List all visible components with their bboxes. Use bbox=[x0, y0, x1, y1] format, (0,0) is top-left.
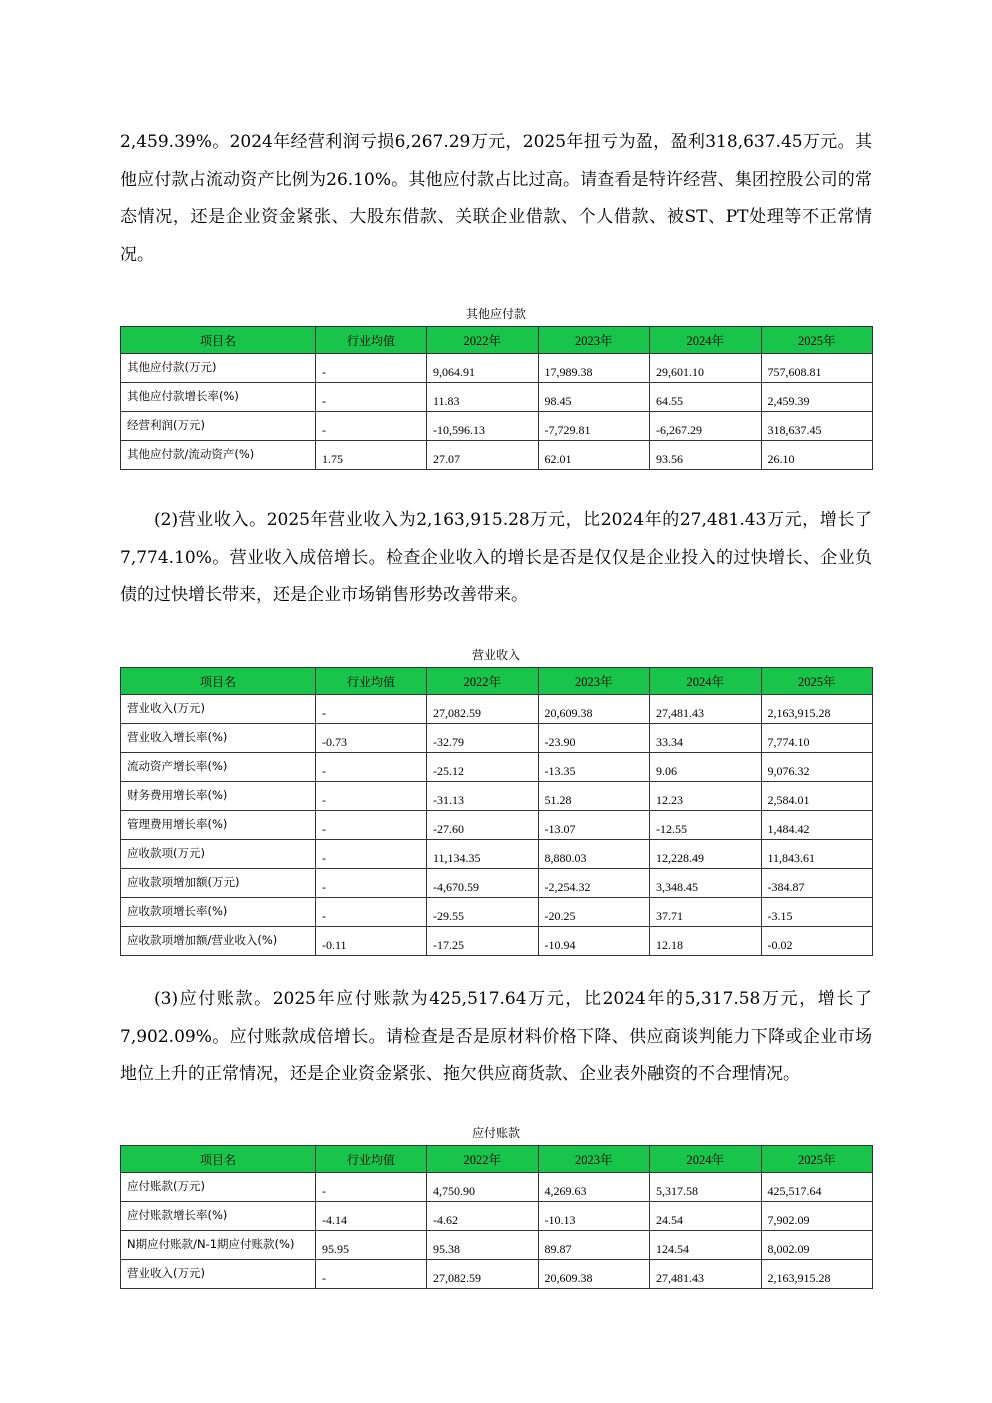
value-2022: -4,670.59 bbox=[427, 869, 539, 898]
value-2022: -32.79 bbox=[427, 724, 539, 753]
row-label: 应收款项增加额(万元) bbox=[121, 869, 316, 898]
header-2024: 2024年 bbox=[650, 668, 762, 695]
table-header-row bbox=[121, 668, 873, 695]
value-2022: 11,134.35 bbox=[427, 840, 539, 869]
value-2025: 9,076.32 bbox=[761, 753, 873, 782]
value-2024: 5,317.58 bbox=[650, 1173, 762, 1202]
industry-avg-cell: - bbox=[316, 898, 427, 927]
value-2025: 2,163,915.28 bbox=[761, 1260, 873, 1289]
value-2023: -7,729.81 bbox=[538, 412, 650, 441]
value-2025: 2,163,915.28 bbox=[761, 695, 873, 724]
table-accounts-payable bbox=[120, 1145, 873, 1289]
value-2023: -20.25 bbox=[538, 898, 650, 927]
row-label: 流动资产增长率(%) bbox=[121, 753, 316, 782]
header-industry-avg: 行业均值 bbox=[316, 327, 427, 354]
value-2025: 757,608.81 bbox=[761, 354, 873, 383]
table-row bbox=[121, 782, 873, 811]
row-label: 营业收入(万元) bbox=[121, 695, 316, 724]
table-caption-revenue: 营业收入 bbox=[471, 648, 520, 662]
value-2023: 20,609.38 bbox=[538, 695, 650, 724]
header-2023: 2023年 bbox=[538, 1146, 650, 1173]
value-2025: 1,484.42 bbox=[761, 811, 873, 840]
table-row bbox=[121, 1202, 873, 1231]
value-2023: -13.35 bbox=[538, 753, 650, 782]
value-2024: 27,481.43 bbox=[650, 695, 762, 724]
header-2023: 2023年 bbox=[538, 668, 650, 695]
value-2022: -17.25 bbox=[427, 927, 539, 956]
value-2023: 89.87 bbox=[538, 1231, 650, 1260]
value-2022: -25.12 bbox=[427, 753, 539, 782]
value-2024: 64.55 bbox=[650, 383, 762, 412]
table-row bbox=[121, 811, 873, 840]
table-row bbox=[121, 412, 873, 441]
row-label: 管理费用增长率(%) bbox=[121, 811, 316, 840]
industry-avg-cell: - bbox=[316, 354, 427, 383]
value-2023: -2,254.32 bbox=[538, 869, 650, 898]
value-2025: 2,459.39 bbox=[761, 383, 873, 412]
header-2022: 2022年 bbox=[427, 327, 539, 354]
row-label: 其他应付款(万元) bbox=[121, 354, 316, 383]
value-2022: 11.83 bbox=[427, 383, 539, 412]
row-label: 应收款项(万元) bbox=[121, 840, 316, 869]
value-2025: 7,774.10 bbox=[761, 724, 873, 753]
value-2022: 9,064.91 bbox=[427, 354, 539, 383]
header-2025: 2025年 bbox=[761, 327, 873, 354]
value-2022: -10,596.13 bbox=[427, 412, 539, 441]
paragraph-other-payables: 2,459.39%。2024年经营利润亏损6,267.29万元，2025年扭亏为盈，盈利318,637.45万元。其他应付款占流动资产比例为26.10%。其他应付款占比过高。请查看是特许经营、集团控股公司的常态情况，还是企业资金紧张、大股东借款、关联企业借款、个人借款、被ST、PT处理等不正常情况。 bbox=[120, 132, 872, 265]
value-2024: 24.54 bbox=[650, 1202, 762, 1231]
value-2022: -29.55 bbox=[427, 898, 539, 927]
value-2024: 27,481.43 bbox=[650, 1260, 762, 1289]
table-row bbox=[121, 898, 873, 927]
table-row bbox=[121, 441, 873, 470]
value-2023: 62.01 bbox=[538, 441, 650, 470]
table-row bbox=[121, 1231, 873, 1260]
row-label: 经营利润(万元) bbox=[121, 412, 316, 441]
value-2024: 9.06 bbox=[650, 753, 762, 782]
paragraph-revenue: (2)营业收入。2025年营业收入为2,163,915.28万元，比2024年的27,481.43万元，增长了7,774.10%。营业收入成倍增长。检查企业收入的增长是否是仅仅是企业投入的过快增长、企业负债的过快增长带来，还是企业市场销售形势改善带来。 bbox=[120, 510, 872, 605]
value-2023: 51.28 bbox=[538, 782, 650, 811]
industry-avg-cell: - bbox=[316, 811, 427, 840]
row-label: 应付账款(万元) bbox=[121, 1173, 316, 1202]
header-2022: 2022年 bbox=[427, 668, 539, 695]
industry-avg-cell: - bbox=[316, 869, 427, 898]
header-industry-avg: 行业均值 bbox=[316, 668, 427, 695]
industry-avg-cell: - bbox=[316, 1173, 427, 1202]
value-2022: -27.60 bbox=[427, 811, 539, 840]
value-2025: 2,584.01 bbox=[761, 782, 873, 811]
value-2023: -23.90 bbox=[538, 724, 650, 753]
table-row bbox=[121, 383, 873, 412]
value-2024: 12.23 bbox=[650, 782, 762, 811]
value-2024: 93.56 bbox=[650, 441, 762, 470]
value-2024: 37.71 bbox=[650, 898, 762, 927]
industry-avg-cell: 95.95 bbox=[316, 1231, 427, 1260]
table-row bbox=[121, 753, 873, 782]
header-industry-avg: 行业均值 bbox=[316, 1146, 427, 1173]
value-2023: -10.94 bbox=[538, 927, 650, 956]
value-2023: -13.07 bbox=[538, 811, 650, 840]
value-2024: 12.18 bbox=[650, 927, 762, 956]
industry-avg-cell: -0.73 bbox=[316, 724, 427, 753]
industry-avg-cell: - bbox=[316, 840, 427, 869]
value-2023: 17,989.38 bbox=[538, 354, 650, 383]
industry-avg-cell: - bbox=[316, 695, 427, 724]
row-label: 应付账款增长率(%) bbox=[121, 1202, 316, 1231]
industry-avg-cell: -0.11 bbox=[316, 927, 427, 956]
header-2022: 2022年 bbox=[427, 1146, 539, 1173]
table-row bbox=[121, 695, 873, 724]
value-2025: -3.15 bbox=[761, 898, 873, 927]
table-caption-other-payables: 其他应付款 bbox=[465, 307, 526, 321]
header-item-name: 项目名 bbox=[121, 1146, 316, 1173]
header-item-name: 项目名 bbox=[121, 327, 316, 354]
value-2024: 3,348.45 bbox=[650, 869, 762, 898]
value-2022: 95.38 bbox=[427, 1231, 539, 1260]
row-label: 应收款项增加额/营业收入(%) bbox=[121, 927, 316, 956]
value-2024: -6,267.29 bbox=[650, 412, 762, 441]
value-2025: 425,517.64 bbox=[761, 1173, 873, 1202]
value-2024: 33.34 bbox=[650, 724, 762, 753]
industry-avg-cell: - bbox=[316, 412, 427, 441]
value-2025: -0.02 bbox=[761, 927, 873, 956]
industry-avg-cell: - bbox=[316, 383, 427, 412]
value-2023: 4,269.63 bbox=[538, 1173, 650, 1202]
row-label: 应收款项增长率(%) bbox=[121, 898, 316, 927]
header-2024: 2024年 bbox=[650, 1146, 762, 1173]
value-2025: -384.87 bbox=[761, 869, 873, 898]
value-2025: 11,843.61 bbox=[761, 840, 873, 869]
header-item-name: 项目名 bbox=[121, 668, 316, 695]
header-2024: 2024年 bbox=[650, 327, 762, 354]
row-label: 财务费用增长率(%) bbox=[121, 782, 316, 811]
value-2022: 27,082.59 bbox=[427, 1260, 539, 1289]
value-2022: 4,750.90 bbox=[427, 1173, 539, 1202]
header-2023: 2023年 bbox=[538, 327, 650, 354]
table-row bbox=[121, 927, 873, 956]
header-2025: 2025年 bbox=[761, 668, 873, 695]
value-2023: 8,880.03 bbox=[538, 840, 650, 869]
table-revenue bbox=[120, 667, 873, 956]
table-row bbox=[121, 1173, 873, 1202]
value-2022: -4.62 bbox=[427, 1202, 539, 1231]
value-2025: 7,902.09 bbox=[761, 1202, 873, 1231]
value-2023: 98.45 bbox=[538, 383, 650, 412]
row-label: 其他应付款/流动资产(%) bbox=[121, 441, 316, 470]
industry-avg-cell: -4.14 bbox=[316, 1202, 427, 1231]
value-2022: 27,082.59 bbox=[427, 695, 539, 724]
table-other-payables bbox=[120, 326, 873, 470]
value-2023: 20,609.38 bbox=[538, 1260, 650, 1289]
header-2025: 2025年 bbox=[761, 1146, 873, 1173]
table-header-row bbox=[121, 327, 873, 354]
paragraph-accounts-payable: (3)应付账款。2025年应付账款为425,517.64万元，比2024年的5,317.58万元，增长了7,902.09%。应付账款成倍增长。请检查是否是原材料价格下降、供应商谈判能力下降或企业市场地位上升的正常情况，还是企业资金紧张、拖欠供应商货款、企业表外融资的不合理情况。 bbox=[120, 989, 872, 1084]
row-label: N期应付账款/N-1期应付账款(%) bbox=[121, 1231, 316, 1260]
value-2024: 124.54 bbox=[650, 1231, 762, 1260]
table-row bbox=[121, 724, 873, 753]
table-row bbox=[121, 840, 873, 869]
industry-avg-cell: - bbox=[316, 782, 427, 811]
industry-avg-cell: 1.75 bbox=[316, 441, 427, 470]
value-2025: 8,002.09 bbox=[761, 1231, 873, 1260]
table-row bbox=[121, 869, 873, 898]
value-2025: 26.10 bbox=[761, 441, 873, 470]
table-row bbox=[121, 354, 873, 383]
table-header-row bbox=[121, 1146, 873, 1173]
industry-avg-cell: - bbox=[316, 753, 427, 782]
row-label: 营业收入增长率(%) bbox=[121, 724, 316, 753]
value-2022: -31.13 bbox=[427, 782, 539, 811]
table-row bbox=[121, 1260, 873, 1289]
table-caption-accounts-payable: 应付账款 bbox=[471, 1126, 520, 1140]
value-2022: 27.07 bbox=[427, 441, 539, 470]
industry-avg-cell: - bbox=[316, 1260, 427, 1289]
value-2024: 29,601.10 bbox=[650, 354, 762, 383]
row-label: 其他应付款增长率(%) bbox=[121, 383, 316, 412]
value-2024: -12.55 bbox=[650, 811, 762, 840]
value-2024: 12,228.49 bbox=[650, 840, 762, 869]
row-label: 营业收入(万元) bbox=[121, 1260, 316, 1289]
value-2025: 318,637.45 bbox=[761, 412, 873, 441]
value-2023: -10.13 bbox=[538, 1202, 650, 1231]
